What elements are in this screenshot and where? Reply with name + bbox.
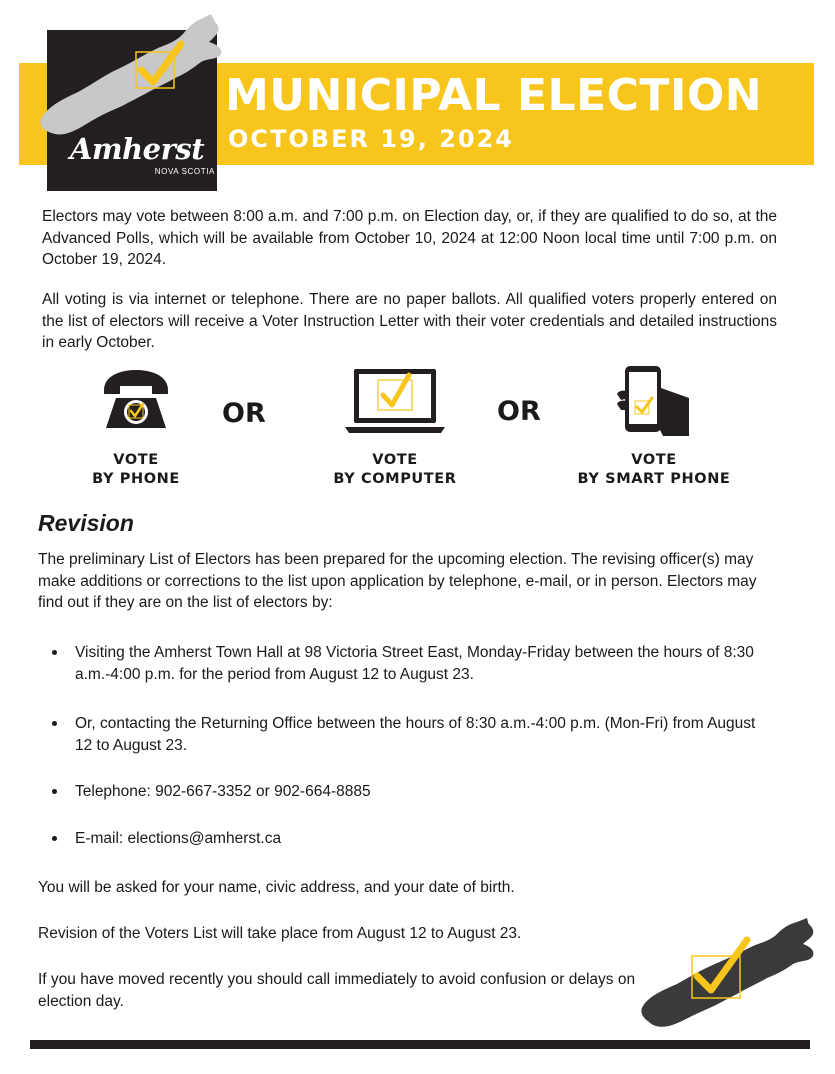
list-item: Or, contacting the Returning Office between the hours of 8:30 a.m.-4:00 p.m. (Mon-Fri) from August 12 to August 23. <box>75 713 775 756</box>
intro-paragraph-voting-hours: Electors may vote between 8:00 a.m. and 7:00 p.m. on Election day, or, if they are qualified to do so, at the Advanced Polls, which will be available from October 10, 2024 at 12:00 Noon local time until 7:00 p.m. on October 19, 2024. <box>42 208 777 268</box>
vote-by-computer-label <box>285 451 505 489</box>
nova-scotia-map-icon <box>637 918 817 1030</box>
list-item: Visiting the Amherst Town Hall at 98 Victoria Street East, Monday-Friday between the hours of 8:30 a.m.-4:00 p.m. for the period from August 12 to August 23. <box>75 642 775 685</box>
or-separator-2: OR <box>497 396 541 427</box>
laptop-icon <box>343 367 447 435</box>
revision-heading: Revision <box>38 510 134 536</box>
vote-by-smartphone-label <box>544 451 764 489</box>
telephone-icon <box>100 368 172 432</box>
vote-by-computer-line1: VOTE <box>372 452 418 468</box>
vote-by-phone-line2: BY PHONE <box>92 471 180 487</box>
page-title: MUNICIPAL ELECTION <box>225 70 763 121</box>
vote-by-computer-line2: BY COMPUTER <box>333 471 457 487</box>
vote-by-phone-line1: VOTE <box>113 452 159 468</box>
logo-subtitle: NOVA SCOTIA <box>154 167 215 176</box>
revision-intro: The preliminary List of Electors has been prepared for the upcoming election. The revising officer(s) may make additions or corrections to the list upon application by telephone, e-mail, or in person. Electors may find out if they are on the list of electors by: <box>38 551 757 611</box>
intro-paragraph-voting-method: All voting is via internet or telephone. There are no paper ballots. All qualified voters properly entered on the list of electors will receive a Voter Instruction Letter with their voter credentials and detailed instructions in early October. <box>42 291 777 351</box>
vote-by-smartphone-line1: VOTE <box>631 452 677 468</box>
vote-by-smartphone-line2: BY SMART PHONE <box>577 471 731 487</box>
info-paragraph-revision-dates: Revision of the Voters List will take place from August 12 to August 23. <box>38 925 522 942</box>
smartphone-icon <box>615 364 693 438</box>
logo-wordmark: Amherst <box>69 132 205 166</box>
list-item: Telephone: 902-667-3352 or 902-664-8885 <box>75 781 775 803</box>
email-list-item: E-mail: elections@amherst.ca <box>75 828 775 850</box>
vote-by-phone-label <box>26 451 246 489</box>
footer-bar <box>30 1040 810 1049</box>
amherst-logo <box>47 30 217 191</box>
or-separator-1: OR <box>222 398 266 429</box>
election-date: OCTOBER 19, 2024 <box>228 125 514 153</box>
info-paragraph-required-details: You will be asked for your name, civic address, and your date of birth. <box>38 879 515 896</box>
info-paragraph-moved: If you have moved recently you should call immediately to avoid confusion or delays on election day. <box>38 971 636 1010</box>
